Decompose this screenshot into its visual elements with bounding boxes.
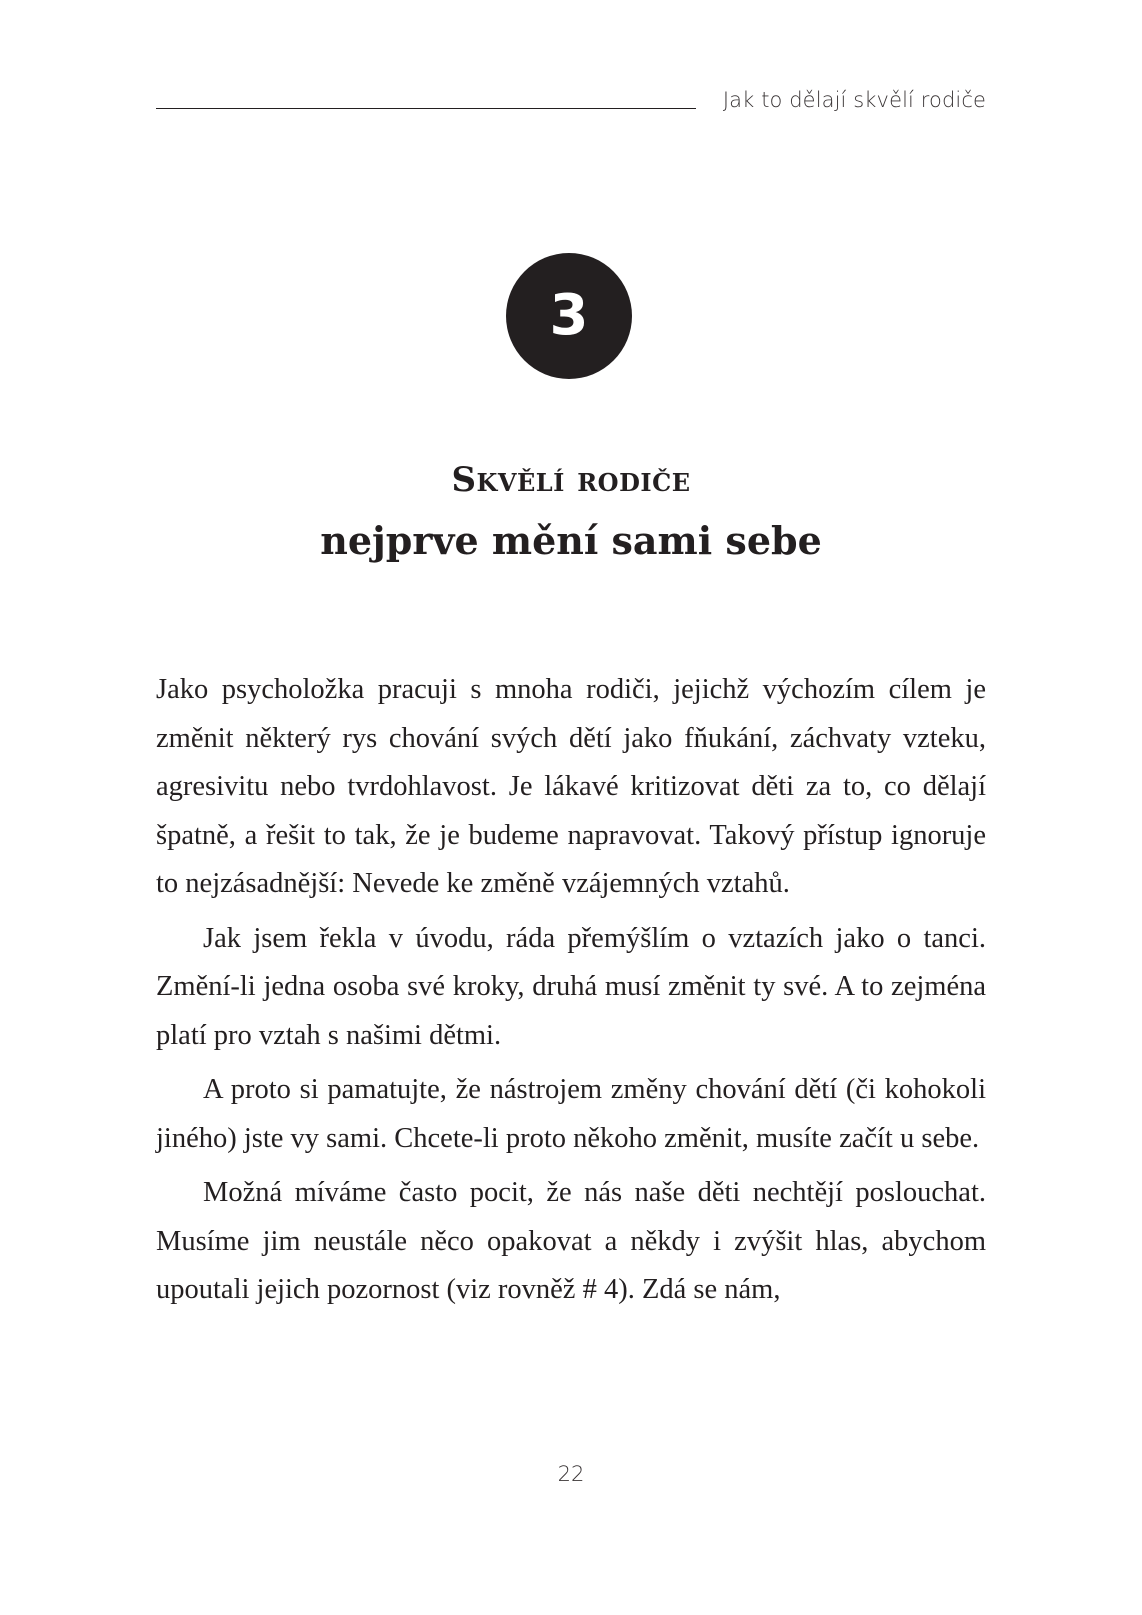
running-head-title: Jak to dělají skvělí rodiče (722, 88, 986, 112)
paragraph-2: Jak jsem řekla v úvodu, ráda přemýšlím o vztazích jako o tanci. Změní-li jedna osoba své kroky, druhá musí změnit ty své. A to zejména platí pro vztah s našimi dětmi. (156, 922, 986, 1051)
chapter-number-badge (506, 253, 632, 379)
body-text (156, 666, 986, 1315)
paragraph-4: Možná míváme často pocit, že nás naše děti nechtějí poslouchat. Musíme jim neustále něco opakovat a někdy i zvýšit hlas, abychom upoutali jejich pozornost (viz rovněž # 4). Zdá se nám, (156, 1177, 986, 1305)
chapter-number: 3 (549, 283, 589, 348)
chapter-title-line-1: Skvělí rodiče (451, 460, 691, 500)
header-rule (156, 108, 696, 109)
running-head (156, 86, 986, 114)
paragraph-1: Jako psycholožka pracuji s mnoha rodiči, jejichž výchozím cílem je změnit některý rys chování svých dětí jako fňukání, záchvaty vzteku, agresivitu nebo tvrdohlavost. Je lákavé kritizovat děti za to, co dělají špatně, a řešit to tak, že je budeme napravovat. Takový přístup ignoruje to nejzásadnější: Nevede ke změně vzájemných vztahů. (156, 674, 986, 899)
paragraph-3: A proto si pamatujte, že nástrojem změny chování dětí (či kohokoli jiného) jste vy sami. Chcete-li proto někoho změnit, musíte začít u sebe. (156, 1074, 986, 1154)
chapter-title (156, 455, 986, 571)
chapter-title-line-2: nejprve mění sami sebe (320, 518, 822, 563)
page-number: 22 (557, 1462, 585, 1486)
